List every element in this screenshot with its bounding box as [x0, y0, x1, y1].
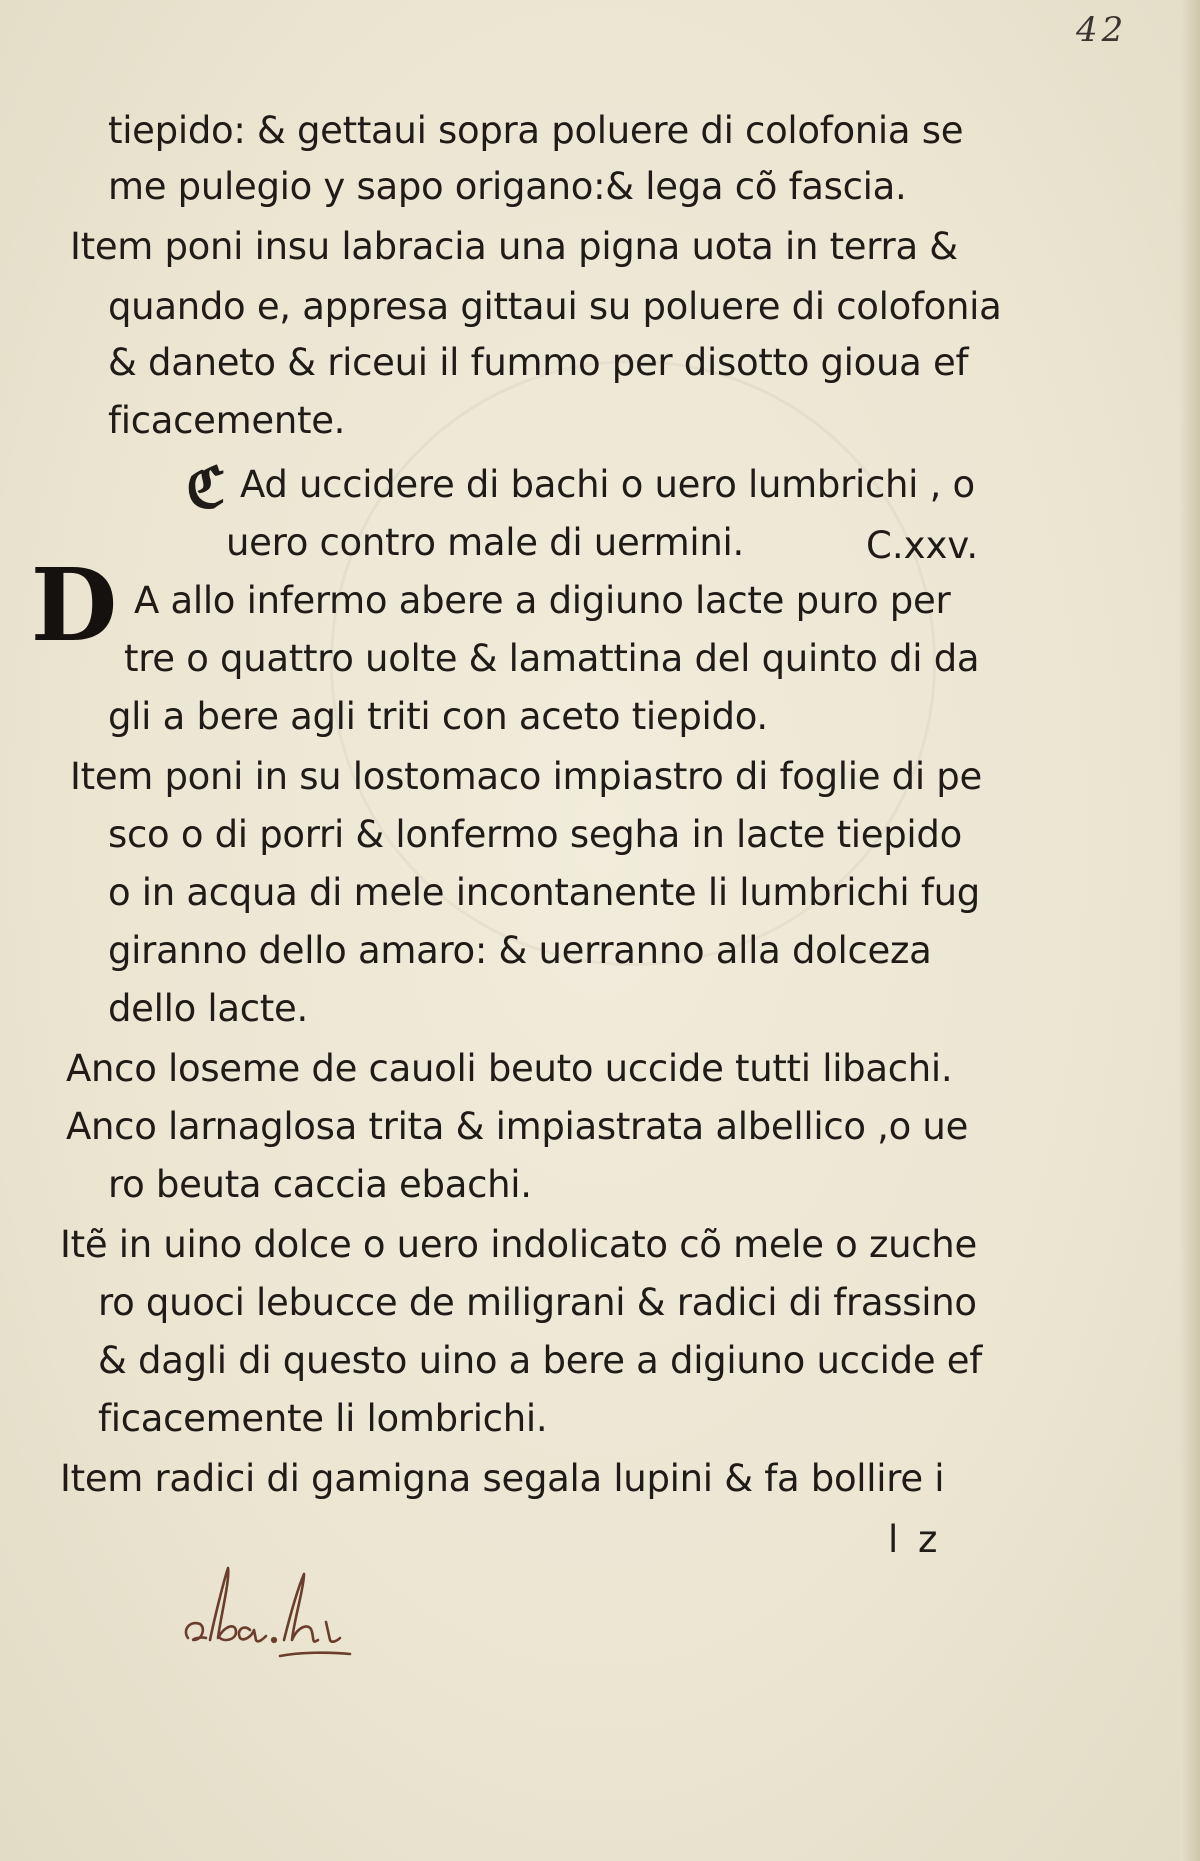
text-line: ro quoci lebucce de miligrani & radici di frassino [98, 1281, 977, 1324]
chapter-heading-line-2: uero contro male di uermini. [226, 521, 744, 564]
handwritten-note-drawing [180, 1560, 360, 1670]
text-line: ro beuta caccia ebachi. [108, 1163, 532, 1206]
text-line: o in acqua di mele incontanente li lumbrichi fug [108, 871, 980, 914]
text-line: tre o quattro uolte & lamattina del quinto di da [124, 637, 980, 680]
paragraph-mark-icon: ℭ [186, 455, 226, 521]
text-line: ficacemente li lombrichi. [98, 1397, 548, 1440]
text-line: Item radici di gamigna segala lupini & fa bollire i [60, 1457, 945, 1500]
text-line: Anco larnaglosa trita & impiastrata albellico ,o ue [66, 1105, 969, 1148]
signature-mark: l z [888, 1518, 942, 1561]
drop-cap-initial: D [30, 546, 118, 664]
text-line: Item poni in su lostomaco impiastro di foglie di pe [70, 755, 982, 798]
text-line: me pulegio y sapo origano:& lega cõ fascia. [108, 165, 907, 208]
text-line: & daneto & riceui il fummo per disotto gioua ef [108, 341, 969, 384]
chapter-number: C.xxv. [866, 524, 979, 567]
text-line: ficacemente. [108, 399, 346, 442]
page-edge [1180, 0, 1200, 1861]
handwritten-note [180, 1560, 360, 1674]
text-line: A allo infermo abere a digiuno lacte puro per [134, 579, 951, 622]
text-line: sco o di porri & lonfermo segha in lacte tiepido [108, 813, 962, 856]
text-line: Itẽ in uino dolce o uero indolicato cõ mele o zuche [60, 1223, 977, 1266]
folio-number: 42 [1076, 10, 1128, 50]
chapter-heading-line-1: Ad uccidere di bachi o uero lumbrichi , o [240, 463, 975, 506]
text-line: gli a bere agli triti con aceto tiepido. [108, 695, 768, 738]
text-line: dello lacte. [108, 987, 308, 1030]
text-line: & dagli di questo uino a bere a digiuno uccide ef [98, 1339, 982, 1382]
text-line: giranno dello amaro: & uerranno alla dolceza [108, 929, 932, 972]
text-line: Anco loseme de cauoli beuto uccide tutti libachi. [66, 1047, 953, 1090]
text-line: quando e, appresa gittaui su poluere di colofonia [108, 285, 1002, 328]
text-line: Item poni insu labracia una pigna uota in terra & [70, 225, 958, 268]
text-line: tiepido: & gettaui sopra poluere di colofonia se [108, 109, 964, 152]
